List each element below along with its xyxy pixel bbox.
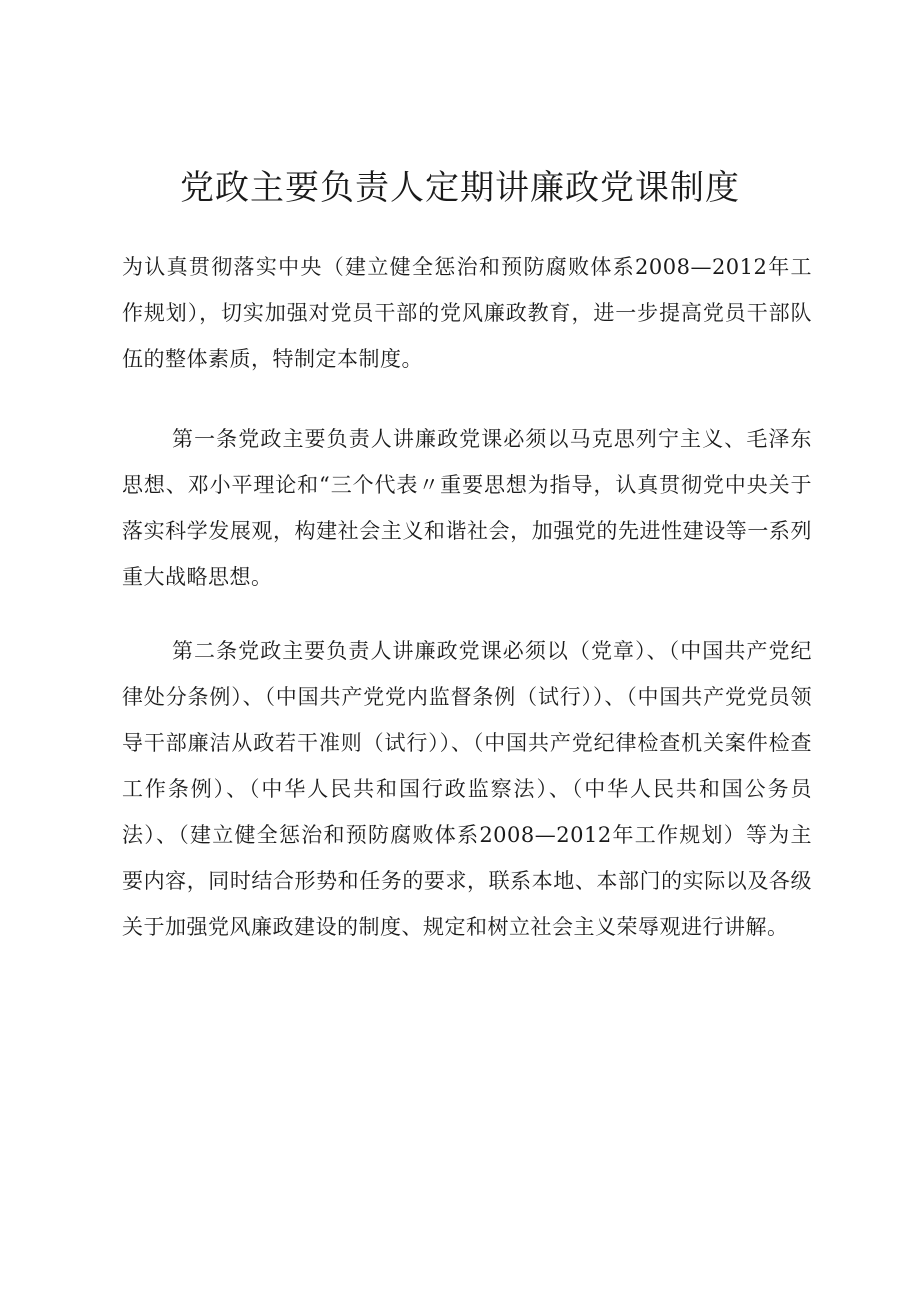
- document-title: 党政主要负责人定期讲廉政党课制度: [180, 168, 740, 208]
- article-2-paragraph: 第二条党政主要负责人讲廉政党课必须以（党章）、（中国共产党纪律处分条例）、（中国共产党党内监督条例（试行））、（中国共产党党员领导干部廉洁从政若干准则（试行））、（中国共产党纪律检查机关案件检查工作条例）、（中华人民共和国行政监察法）、（中华人民共和国公务员法）、（建立健全惩治和预防腐败体系2008—2012年工作规划）等为主要内容，同时结合形势和任务的要求，联系本地、本部门的实际以及各级关于加强党风廉政建设的制度、规定和树立社会主义荣辱观进行讲解。: [122, 639, 812, 939]
- article-1-paragraph: 第一条党政主要负责人讲廉政党课必须以马克思列宁主义、毛泽东思想、邓小平理论和“三个代表〃重要思想为指导，认真贯彻党中央关于落实科学发展观，构建社会主义和谐社会，加强党的先进性建设等一系列重大战略思想。: [122, 427, 812, 589]
- intro-paragraph: 为认真贯彻落实中央（建立健全惩治和预防腐败体系2008—2012年工作规划），切实加强对党员干部的党风廉政教育，进一步提高党员干部队伍的整体素质，特制定本制度。: [122, 255, 812, 371]
